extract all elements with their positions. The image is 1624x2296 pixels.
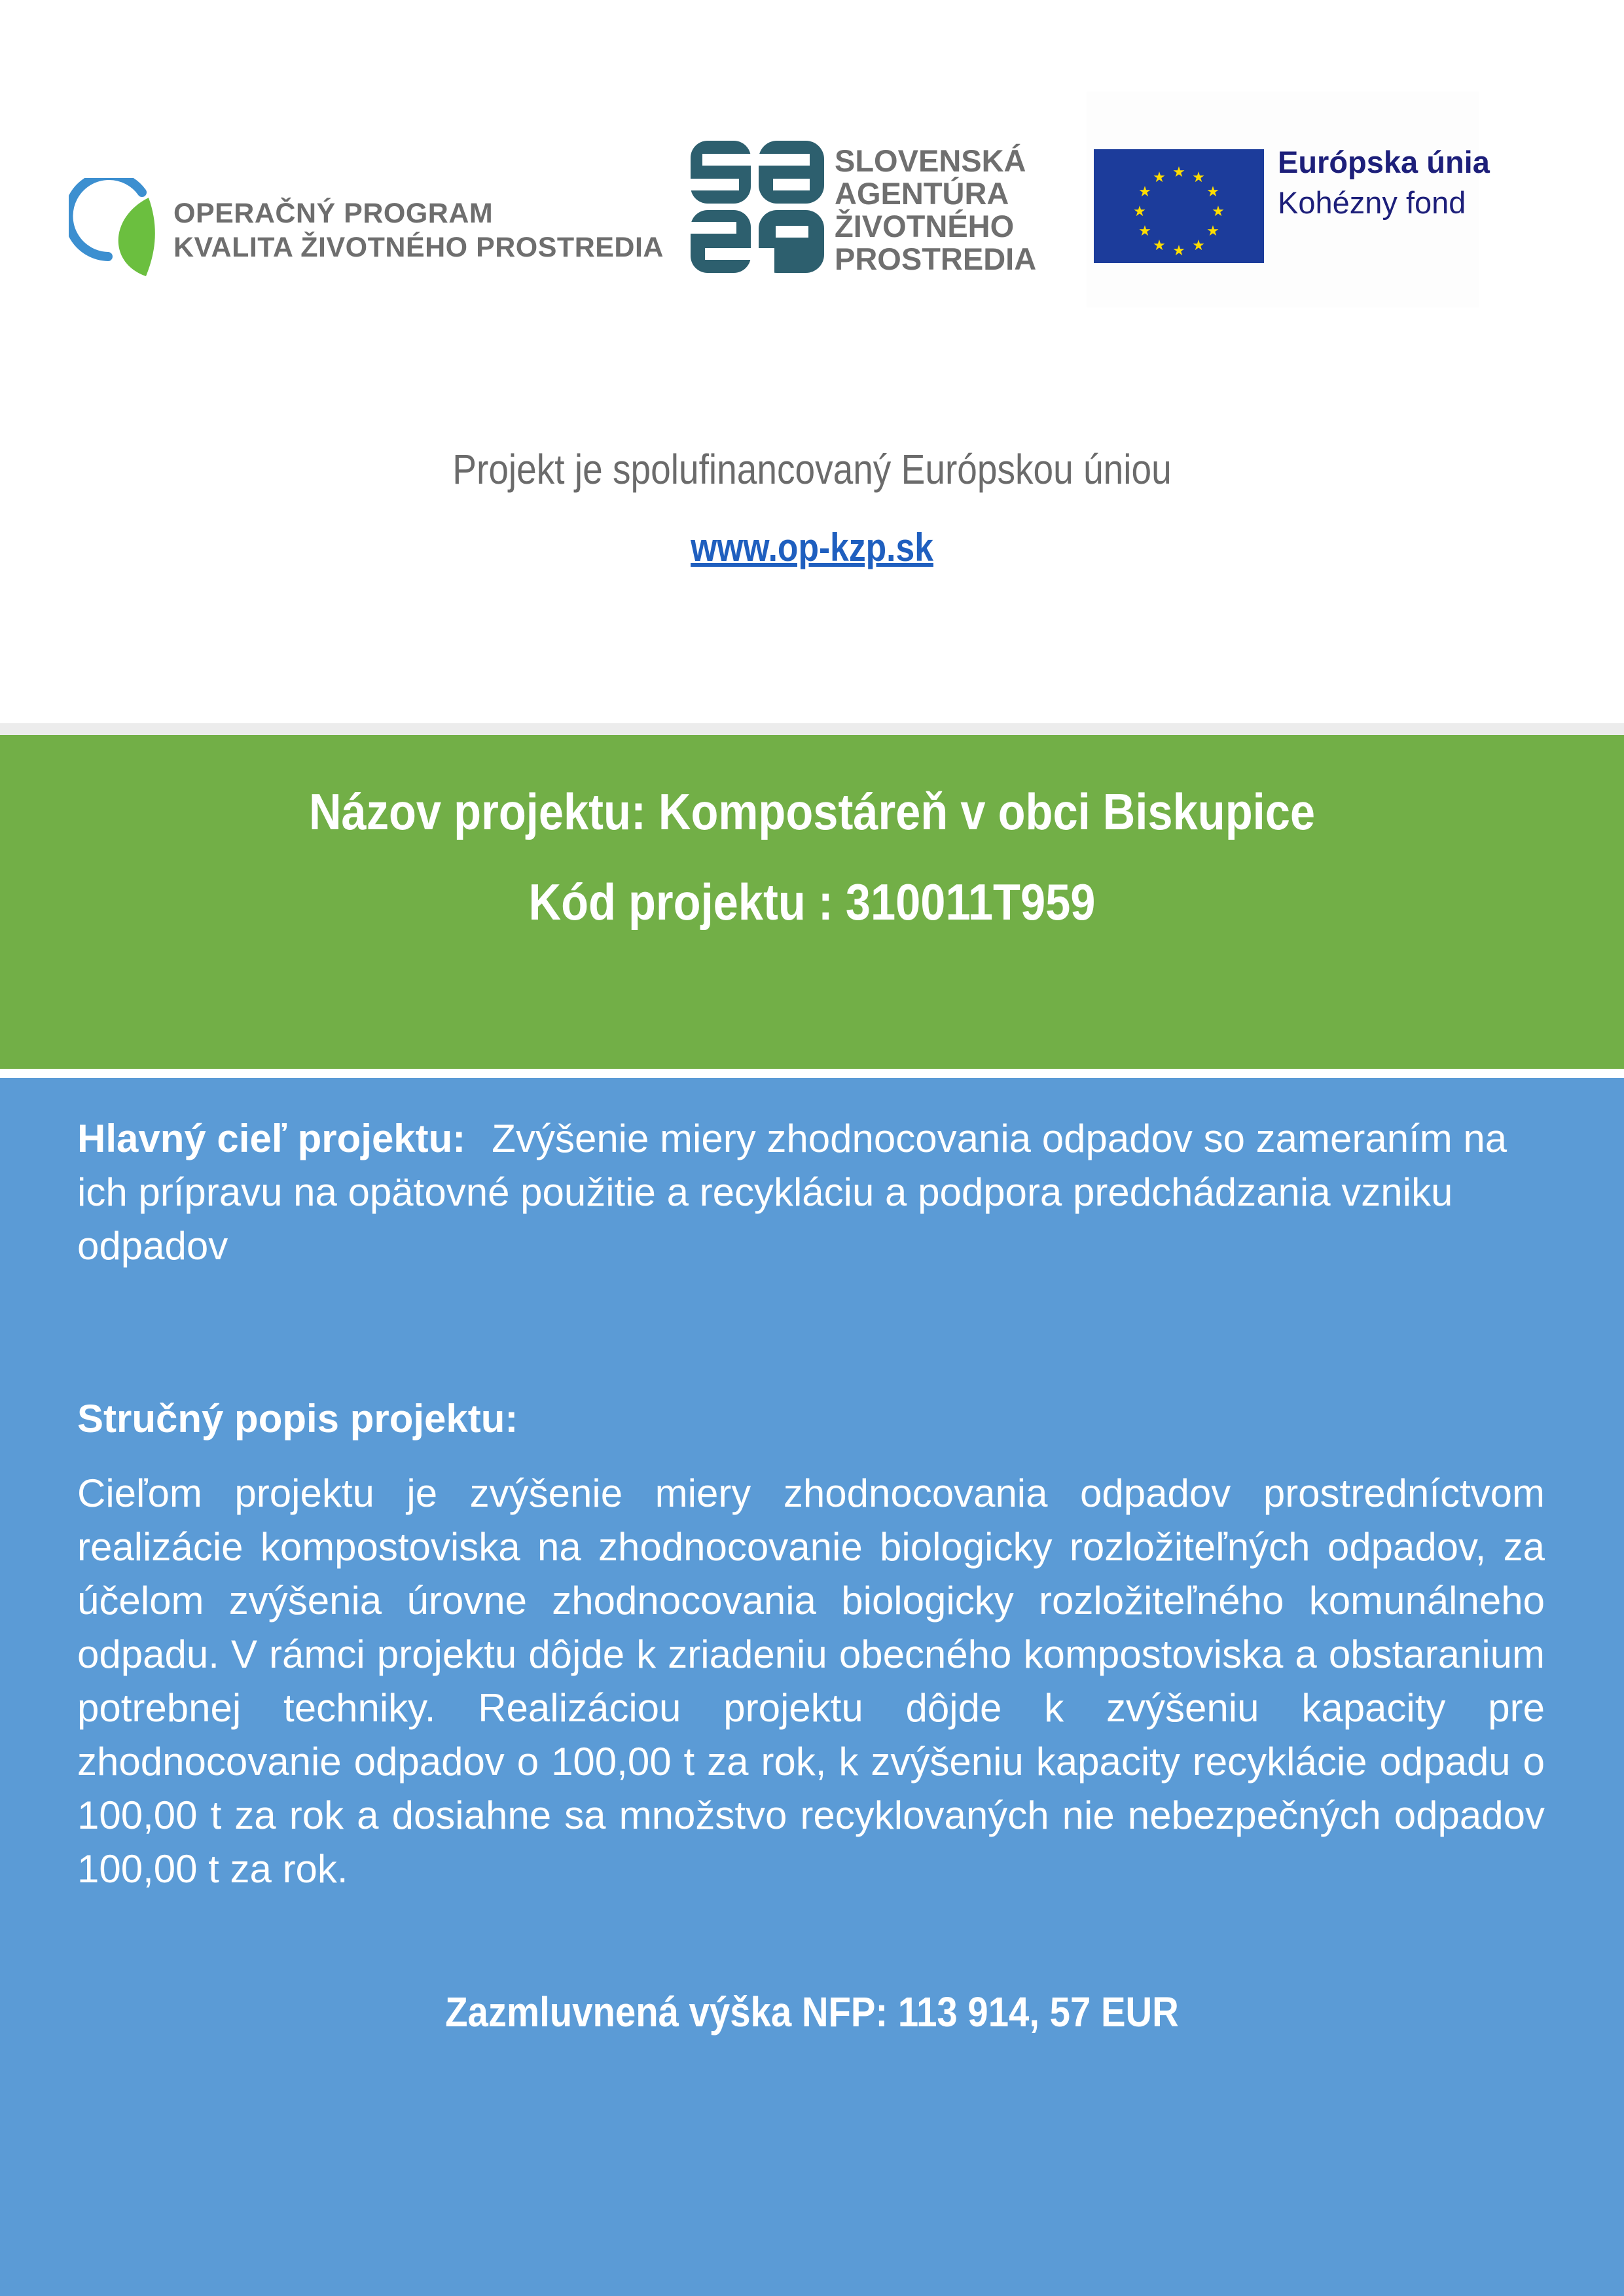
website-link[interactable]: www.op-kzp.sk	[691, 526, 933, 569]
eu-subtitle: Kohézny fond	[1278, 185, 1466, 220]
svg-text:★: ★	[1138, 223, 1151, 240]
svg-text:★: ★	[1153, 170, 1166, 186]
op-kzp-leaf-icon	[69, 178, 160, 283]
project-name: Názov projektu: Kompostáreň v obci Biskupice	[308, 783, 1316, 840]
svg-text:★: ★	[1138, 184, 1151, 200]
project-code: Kód projektu : 310011T959	[528, 873, 1096, 931]
divider	[0, 723, 1624, 735]
svg-text:★: ★	[1133, 204, 1146, 220]
sazp-logo	[691, 141, 1044, 278]
project-title-band	[0, 735, 1624, 1069]
sazp-line4: PROSTREDIA	[835, 242, 1037, 276]
svg-text:★: ★	[1153, 238, 1166, 254]
project-details	[0, 1078, 1624, 2296]
svg-text:★: ★	[1192, 238, 1205, 254]
op-kzp-line2: KVALITA ŽIVOTNÉHO PROSTREDIA	[173, 232, 664, 263]
sazp-line2: AGENTÚRA	[835, 176, 1009, 211]
svg-text:★: ★	[1172, 243, 1185, 259]
svg-text:★: ★	[1192, 170, 1205, 186]
svg-text:★: ★	[1172, 164, 1185, 181]
description-heading: Stručný popis projektu:	[77, 1397, 518, 1441]
sazp-line3: ŽIVOTNÉHO	[835, 209, 1015, 243]
main-goal-text: Zvýšenie miery zhodnocovania odpadov so zameraním na ich prípravu na opätovné použitie a recykláciu a podpora predchádzania vzniku odpadov	[77, 1117, 1507, 1268]
op-kzp-logo	[69, 171, 664, 289]
sazp-mark-icon	[691, 141, 828, 275]
svg-text:★: ★	[1212, 204, 1225, 220]
eu-title: Európska únia	[1278, 145, 1490, 179]
main-goal-label: Hlavný cieľ projektu:	[77, 1117, 466, 1160]
description-text: Cieľom projektu je zvýšenie miery zhodnocovania odpadov prostredníctvom realizácie kompostoviska na zhodnocovanie biologicky rozložiteľných odpadov, za účelom zvýšenia úrovne zhodnocovania biologicky rozložiteľného komunálneho odpadu. V rámci projektu dôjde k zriadeniu obecného kompostoviska a obstaranium potrebnej techniky. Realizáciou projektu dôjde k zvýšeniu kapacity pre zhodnocovanie odpadov o 100,00 t za rok, k zvýšeniu kapacity recyklácie odpadu o 100,00 t za rok a dosiahne sa množstvo recyklovaných nie nebezpečných odpadov 100,00 t za rok.	[77, 1471, 1545, 1891]
svg-text:★: ★	[1206, 184, 1219, 200]
svg-text:★: ★	[1206, 223, 1219, 240]
nfp-amount: Zazmluvnená výška NFP: 113 914, 57 EUR	[445, 1988, 1179, 2036]
cofinancing-text: Projekt je spolufinancovaný Európskou úniou	[452, 446, 1172, 493]
op-kzp-line1: OPERAČNÝ PROGRAM	[173, 198, 494, 229]
eu-flag-icon	[1094, 149, 1264, 263]
main-goal	[77, 1112, 1545, 1273]
eu-logo	[1087, 92, 1490, 308]
divider	[0, 1069, 1624, 1078]
sazp-line1: SLOVENSKÁ	[835, 143, 1026, 178]
